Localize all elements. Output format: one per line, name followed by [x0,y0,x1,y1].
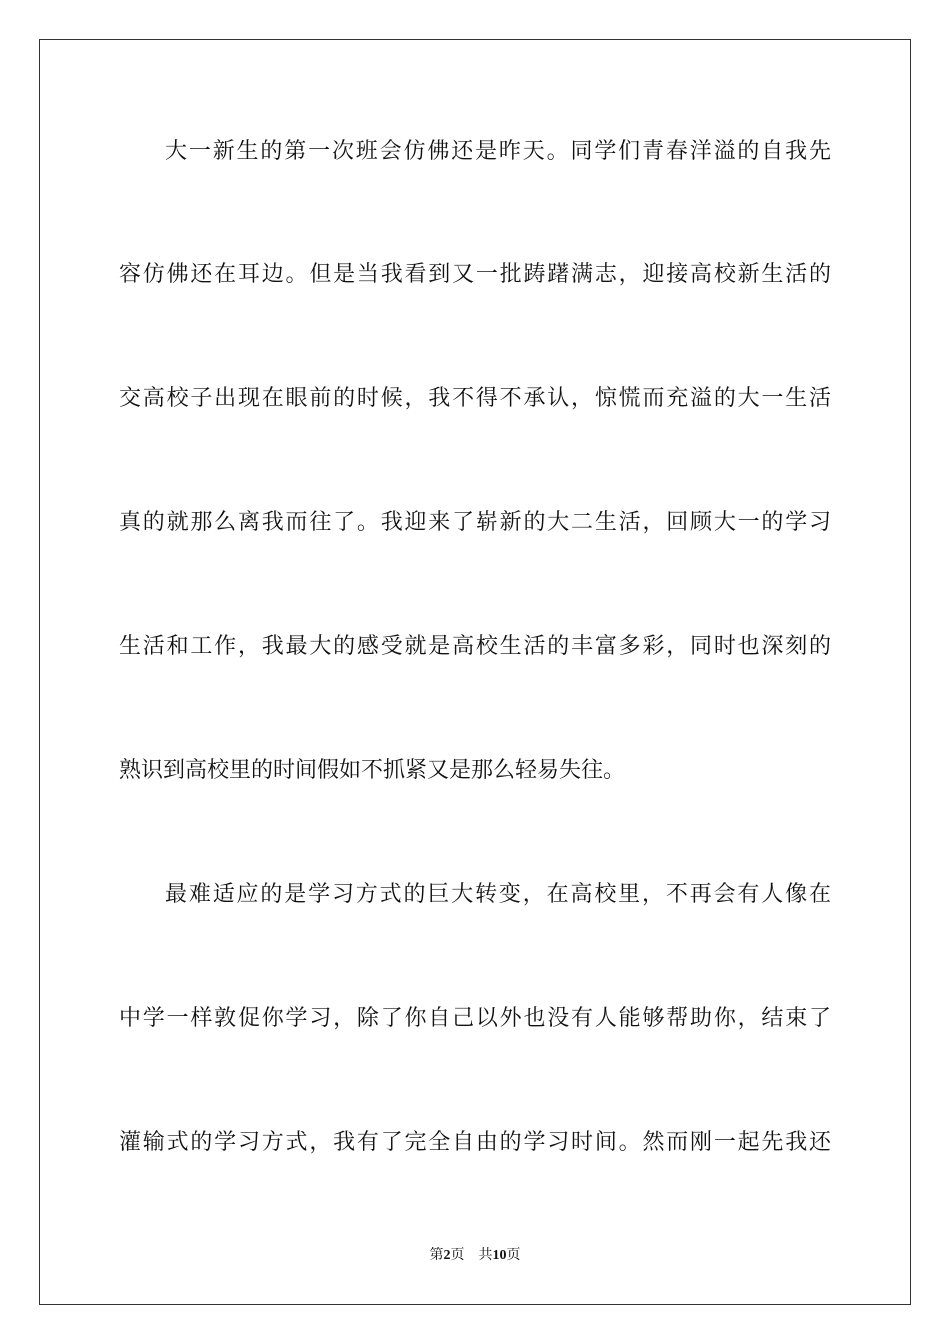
footer-page-number: 2 [443,1248,451,1263]
page-border [39,39,911,1305]
footer-page-prefix: 第 [429,1248,444,1263]
footer-total-suffix: 页 [506,1248,521,1263]
paragraph-1-line-4: 真的就那么离我而往了。我迎来了崭新的大二生活，回顾大一的学习 [119,510,831,535]
footer-page-suffix: 页 [450,1248,465,1263]
footer-total-prefix: 共 [478,1248,493,1263]
paragraph-2-line-2: 中学一样敦促你学习，除了你自己以外也没有人能够帮助你，结束了 [119,1006,831,1031]
paragraph-1-line-3: 交高校子出现在眼前的时候，我不得不承认，惊慌而充溢的大一生活 [119,386,831,411]
footer-total-number: 10 [492,1248,507,1263]
paragraph-1-line-1: 大一新生的第一次班会仿佛还是昨天。同学们青春洋溢的自我先 [165,139,831,164]
page-footer [0,1246,950,1266]
paragraph-1-line-5: 生活和工作，我最大的感受就是高校生活的丰富多彩，同时也深刻的 [119,634,831,659]
paragraph-1-line-2: 容仿佛还在耳边。但是当我看到又一批踌躇满志，迎接高校新生活的 [119,262,831,287]
paragraph-2-line-1: 最难适应的是学习方式的巨大转变，在高校里，不再会有人像在 [165,882,831,907]
paragraph-1-line-6: 熟识到高校里的时间假如不抓紧又是那么轻易失往。 [119,758,626,783]
paragraph-2-line-3: 灌输式的学习方式，我有了完全自由的学习时间。然而刚一起先我还 [119,1130,831,1155]
